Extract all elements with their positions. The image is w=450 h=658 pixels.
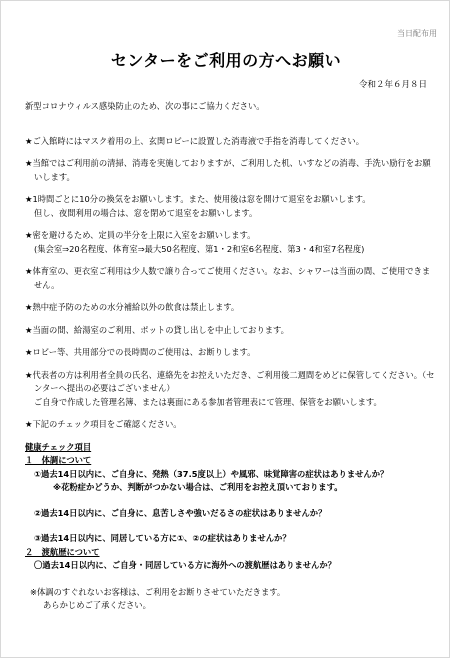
document-date: 令和２年６月８日 [358, 80, 427, 90]
section-heading-travel: ２ 渡航歴について [25, 546, 100, 557]
check-question-1-note: ※花粉症かどうか、判断がつかない場合は、ご利用をお控え頂いております。 [53, 482, 343, 492]
request-item: ★体育室の、更衣室ご利用は少人数で譲り合ってご使用ください。なお、シャワーは当面の間、ご使用できません。 [25, 266, 431, 290]
request-item: ★ロビー等、共用部分での長時間のご使用は、お断りします。 [25, 347, 256, 357]
intro-text: 新型コロナウィルス感染防止のため、次の事にご協力ください。 [25, 101, 265, 111]
footer-note: ※体調のすぐれないお客様は、ご利用をお断りさせていただきます。 [30, 586, 286, 597]
health-check-section [25, 441, 435, 573]
request-item: ★代表者の方は利用者全員の氏名、連絡先をお控えいただき、ご利用後二週間をめどに保管してください。（センターへ提出の必要はございません） ご自身で作成した管理名簿、または裏面にある参加者管理表にて管理、保管をお願いします。 [25, 369, 435, 407]
check-question-3: ③過去14日以内に、同居している方に①、②の症状はありませんか？ [34, 533, 291, 543]
request-item: ★熱中症予防のための水分補給以外の飲食は禁止します。 [25, 302, 240, 312]
request-item: ★密を避けるため、定員の半分を上限に入室をお願いします。 (集会室⇒20名程度、体育室⇒最大50名程度、第1・2和室6名程度、第3・4和室7名程度) [25, 230, 365, 254]
request-item: ★当館ではご利用前の清掃、消毒を実施しておりますが、ご利用した机、いすなどの消毒、手洗い励行をお願いします。 [25, 158, 431, 182]
check-question-1: ①過去14日以内に、ご自身に、発熱（37.5度以上）や風邪、味覚障害の症状はありませんか？ [34, 468, 389, 479]
request-item: ★1時間ごとに10分の換気をお願いします。また、使用後は窓を開けて退室をお願いします。 但し、夜間利用の場合は、窓を閉めて退室をお願いします。 [25, 194, 371, 218]
check-question-2: ②過去14日以内に、ご自身に、息苦しさや強いだるさの症状はありませんか？ [34, 507, 327, 518]
request-item: ★下記のチェック項目をご確認ください。 [25, 419, 182, 429]
request-list [25, 135, 435, 432]
footer-note-continued: あらかじめご了承ください。 [43, 600, 151, 610]
document-body [25, 100, 435, 613]
request-item: ★ご入館時にはマスク着用の上、玄関ロビーに設置した消毒液で手指を消毒してください。 [25, 135, 364, 146]
section-heading-condition: １ 体調について [25, 455, 92, 465]
check-question-travel: 〇過去14日以内に、ご自身・同居している方に海外への渡航歴はありませんか？ [34, 560, 336, 570]
request-item: ★当面の間、給湯室のご利用、ポットの貸し出しを中止しております。 [25, 324, 289, 335]
distribution-label: 当日配布用 [397, 29, 437, 38]
health-check-heading: 健康チェック項目 [25, 441, 92, 452]
page-title: センターをご利用の方へお願い [110, 51, 342, 70]
